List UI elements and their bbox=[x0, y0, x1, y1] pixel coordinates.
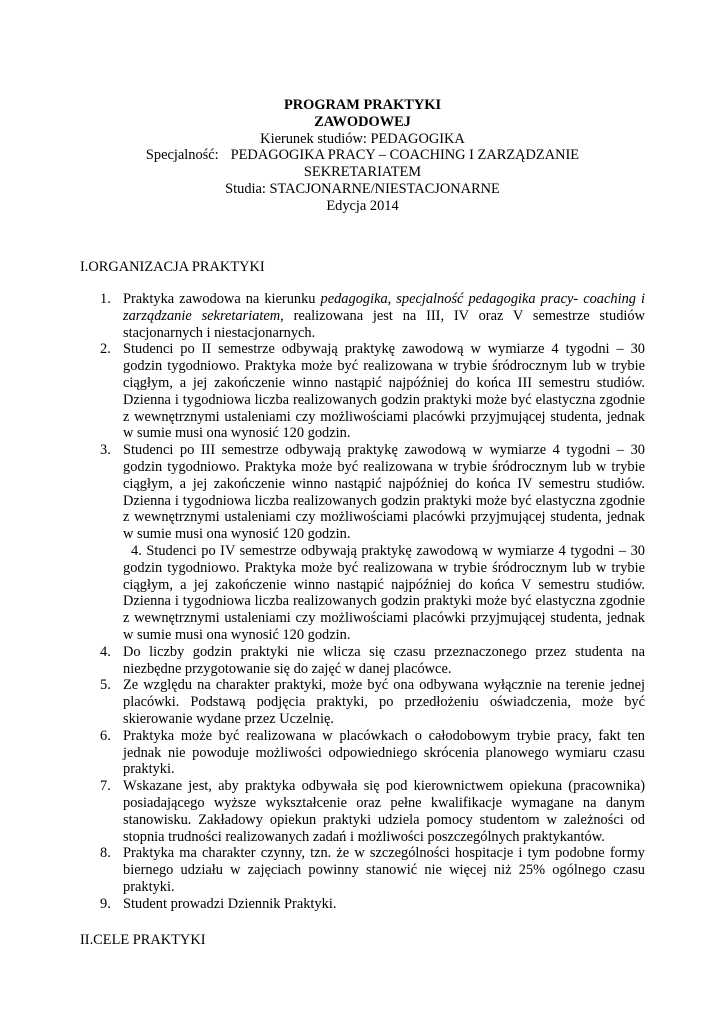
list-item-text: Wskazane jest, aby praktyka odbywała się pod kierownictwem opiekuna (pracownika) posiadającego wyższe wykształcenie oraz pełne kwalifikacje wymagane na danym stanowisku. Zakładowy opiekun praktyki udziela pomocy studentom w zależności od stopnia trudności realizowanych zadań i możliwości poszczególnych praktykantów. bbox=[123, 778, 645, 845]
list-item-number: 2. bbox=[100, 341, 111, 358]
field-of-study: Kierunek studiów: PEDAGOGIKA bbox=[260, 130, 465, 147]
list-item-text: Praktyka ma charakter czynny, tzn. że w szczególności hospitacje i tym podobne formy biernego udziału w zajęciach powinny stanowić nie więcej niż 25% ogólnego czasu praktyki. bbox=[123, 845, 645, 895]
document-header bbox=[0, 97, 725, 215]
list-item-text: , realizowana jest na III, IV oraz V semestrze studiów stacjonarnych i niestacjonarnych. bbox=[123, 307, 645, 341]
list-item bbox=[80, 896, 645, 913]
list-item-number: 9. bbox=[100, 895, 111, 912]
specialization-value-line2: SEKRETARIATEM bbox=[303, 164, 422, 181]
list-item bbox=[80, 442, 645, 644]
list-item-text: Do liczby godzin praktyki nie wlicza się czasu przeznaczonego przez studenta na niezbędne przygotowanie się do zajęć w danej placówce. bbox=[123, 643, 645, 677]
list-item-number: 4. bbox=[100, 643, 111, 660]
specialization-label: Specjalność: bbox=[145, 147, 219, 164]
numbered-list bbox=[80, 291, 645, 912]
list-item-text: Student prowadzi Dziennik Praktyki. bbox=[123, 895, 337, 912]
list-item-number: 8. bbox=[100, 845, 111, 862]
specialization bbox=[0, 147, 725, 164]
section-heading-goals: II.CELE PRAKTYKI bbox=[80, 932, 206, 948]
list-item-subparagraph: 4. Studenci po IV semestrze odbywają praktykę zawodową w wymiarze 4 tygodni – 30 godzin tygodniowo. Praktyka może być realizowana w trybie śródrocznym lub w trybie ciągłym, a jej zakończenie winno nastąpić najpóźniej do końca V semestru studiów. Dzienna i tygodniowa liczba realizowanych godzin praktyki może być elastyczna zgodnie z wewnętrznymi ustaleniami czy możliwościami placówki przyjmującej studenta, jednak w sumie musi ona wynosić 120 godzin. bbox=[123, 542, 645, 643]
list-item-text: , bbox=[387, 291, 397, 307]
list-item bbox=[80, 644, 645, 678]
study-mode: Studia: STACJONARNE/NIESTACJONARNE bbox=[225, 180, 500, 197]
list-item-number: 6. bbox=[100, 727, 111, 744]
list-item bbox=[80, 291, 645, 341]
list-item bbox=[80, 341, 645, 442]
document-title-line2: ZAWODOWEJ bbox=[314, 113, 411, 130]
list-item bbox=[80, 778, 645, 845]
list-item-text: Studenci po III semestrze odbywają praktykę zawodową w wymiarze 4 tygodni – 30 godzin tygodniowo. Praktyka może być realizowana w trybie śródrocznym lub w trybie ciągłym, a jej zakończenie winno nastąpić najpóźniej do końca IV semestru studiów. Dzienna i tygodniowa liczba realizowanych godzin praktyki może być elastyczna zgodnie z wewnętrznymi ustaleniami czy możliwościami placówki przyjmującej studenta, jednak w sumie musi ona wynosić 120 godzin. bbox=[123, 442, 645, 543]
list-item-text: Praktyka zawodowa na kierunku bbox=[123, 291, 321, 307]
document-title: PROGRAM PRAKTYKI bbox=[283, 97, 442, 113]
list-item-number: 7. bbox=[100, 778, 111, 795]
list-item-number: 5. bbox=[100, 677, 111, 694]
list-item-text: Studenci po II semestrze odbywają praktykę zawodową w wymiarze 4 tygodni – 30 godzin tygodniowo. Praktyka może być realizowana w trybie śródrocznym lub w trybie ciągłym, a jej zakończenie winno nastąpić najpóźniej do końca III semestru studiów. Dzienna i tygodniowa liczba realizowanych godzin praktyki może być elastyczna zgodnie z wewnętrznymi ustaleniami czy możliwościami placówki przyjmującej studenta, jednak w sumie musi ona wynosić 120 godzin. bbox=[123, 341, 645, 442]
list-item-number: 3. bbox=[100, 442, 111, 459]
specialization-value: PEDAGOGIKA PRACY – COACHING I ZARZĄDZANIE bbox=[230, 147, 580, 164]
section-heading-organization: I.ORGANIZACJA PRAKTYKI bbox=[80, 259, 265, 275]
list-item-italic-text: specjalność pedagogika pracy- coaching i zarządzanie sekretariatem bbox=[123, 291, 645, 324]
list-item-number: 1. bbox=[100, 291, 111, 307]
list-item-italic-text: pedagogika bbox=[320, 291, 388, 307]
list-item bbox=[80, 845, 645, 895]
list-item bbox=[80, 677, 645, 727]
list-item-text: Praktyka może być realizowana w placówkach o całodobowym trybie pracy, fakt ten jednak nie powoduje możliwości odpowiedniego skrócenia planowego wymiaru czasu praktyki. bbox=[123, 727, 645, 778]
edition: Edycja 2014 bbox=[326, 197, 399, 214]
list-item bbox=[80, 728, 645, 778]
list-item-text: Ze względu na charakter praktyki, może być ona odbywana wyłącznie na terenie jednej placówki. Podstawą podjęcia praktyki, po przedłożeniu oświadczenia, może być skierowanie wydane przez Uczelnię. bbox=[123, 677, 645, 727]
